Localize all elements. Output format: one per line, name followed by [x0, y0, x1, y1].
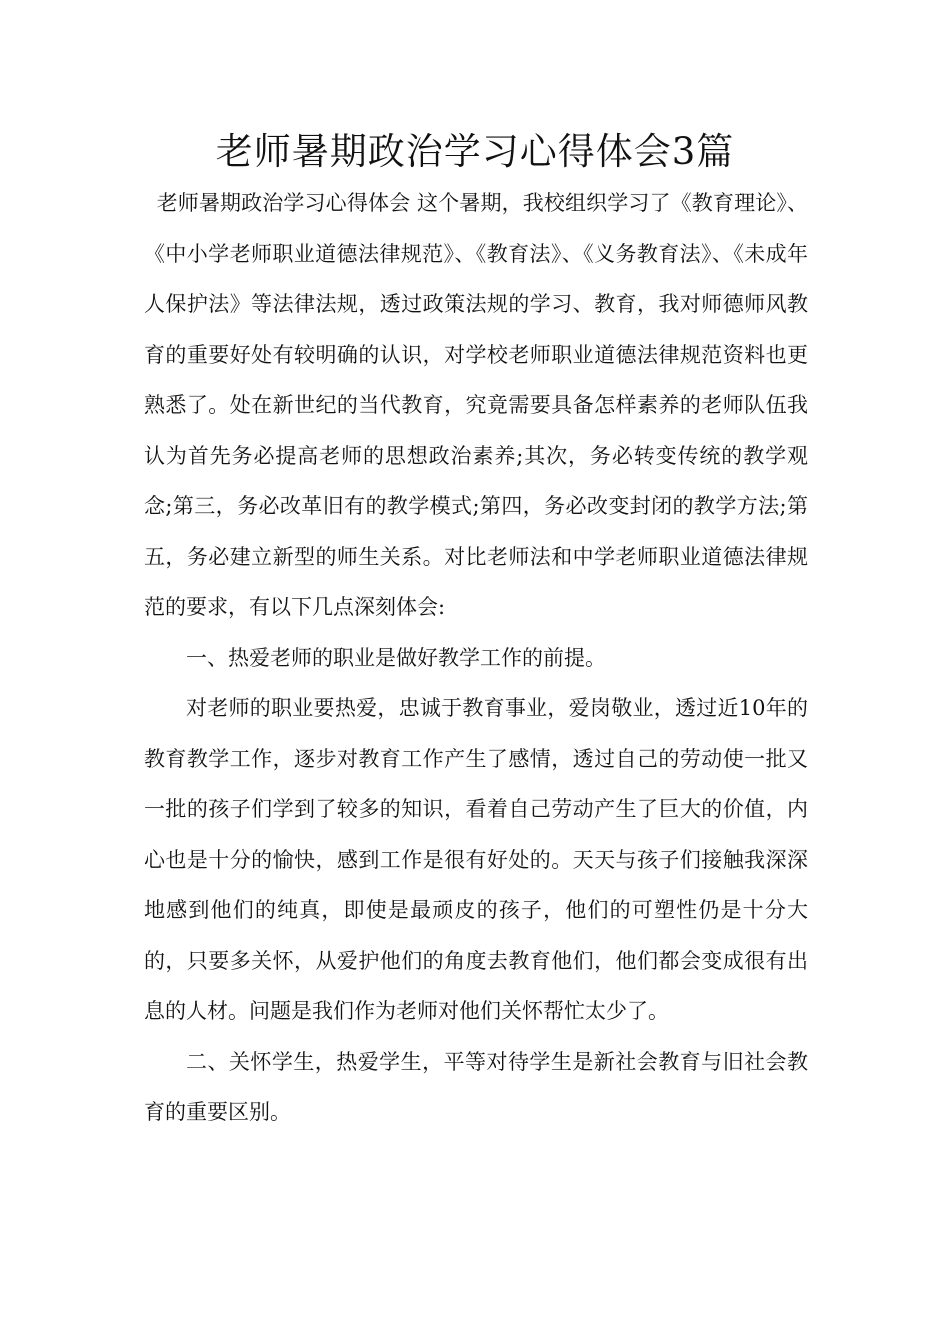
document-title: 老师暑期政治学习心得体会3篇 — [215, 130, 735, 173]
section-heading-2: 二、关怀学生，热爱学生，平等对待学生是新社会教育与旧社会教育的重要区别。 — [144, 1049, 808, 1124]
intro-paragraph: 老师暑期政治学习心得体会 这个暑期，我校组织学习了《教育理论》、《中小学老师职业道德法律规范》、《教育法》、《义务教育法》、《未成年人保护法》等法律法规，透过政策法规的学习、教育，我对师德师风教育的重要好处有较明确的认识，对学校老师职业道德法律规范资料也更熟悉了。处在新世纪的当代教育，究竟需要具备怎样素养的老师队伍我认为首先务必提高老师的思想政治素养;其次，务必转变传统的教学观念;第三，务必改革旧有的教学模式;第四，务必改变封闭的教学方法;第五，务必建立新型的师生关系。对比老师法和中学老师职业道德法律规范的要求，有以下几点深刻体会: — [144, 191, 808, 619]
section-heading-1: 一、热爱老师的职业是做好教学工作的前提。 — [186, 645, 606, 670]
document-body — [144, 178, 808, 1138]
section-1-paragraph: 对老师的职业要热爱，忠诚于教育事业，爱岗敬业，透过近10年的教育教学工作，逐步对教育工作产生了感情，透过自己的劳动使一批又一批的孩子们学到了较多的知识，看着自己劳动产生了巨大的价值，内心也是十分的愉快，感到工作是很有好处的。天天与孩子们接触我深深地感到他们的纯真，即使是最顽皮的孩子，他们的可塑性仍是十分大的，只要多关怀，从爱护他们的角度去教育他们，他们都会变成很有出息的人材。问题是我们作为老师对他们关怀帮忙太少了。 — [144, 696, 808, 1023]
